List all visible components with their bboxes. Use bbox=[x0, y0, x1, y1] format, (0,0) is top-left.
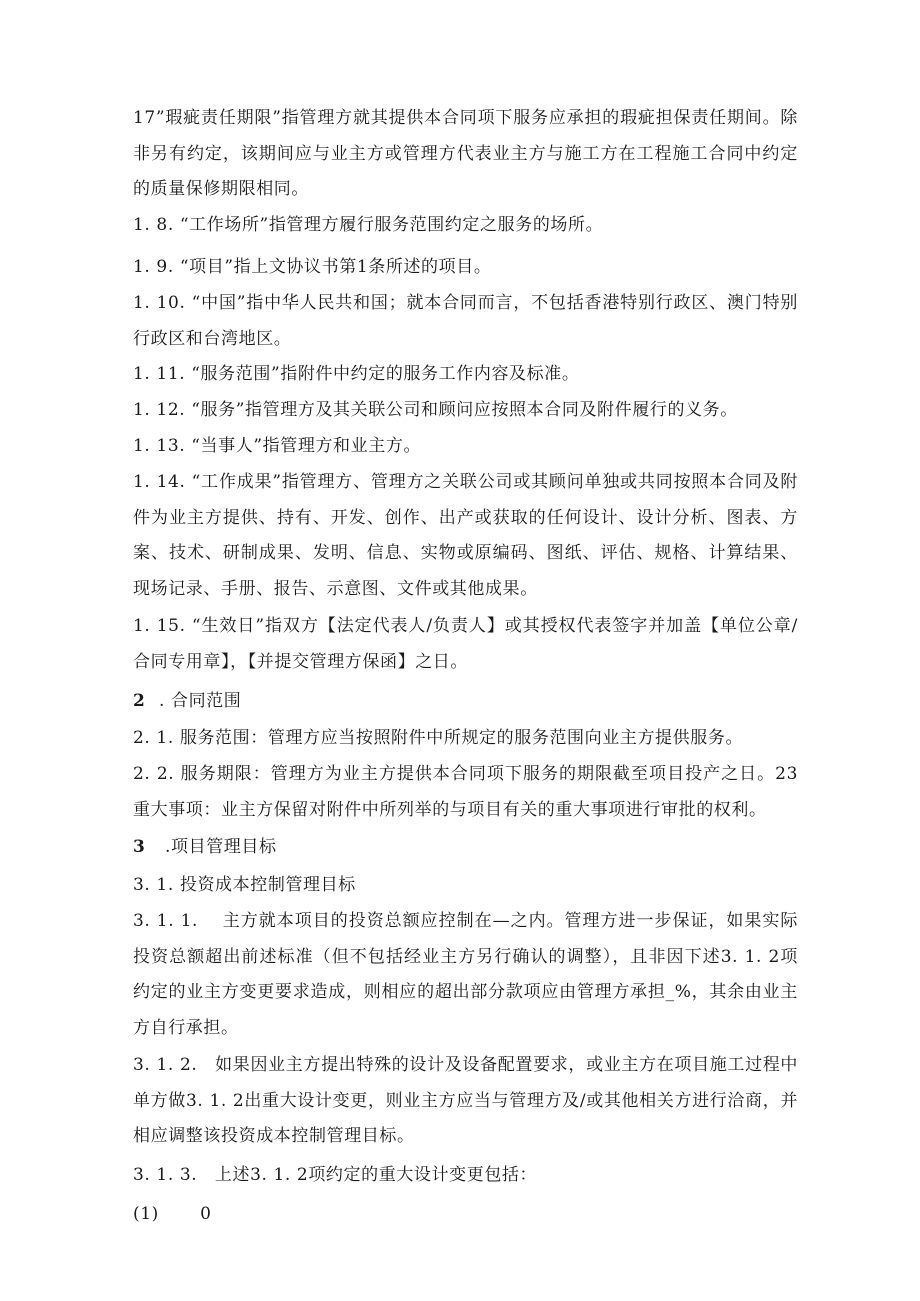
clause-1-11: 1. 11. “服务范围”指附件中约定的服务工作内容及标准。 bbox=[133, 364, 580, 384]
clause-1-13: 1. 13. “当事人”指管理方和业主方。 bbox=[133, 436, 422, 456]
section-title: . 合同范围 bbox=[159, 691, 242, 711]
section-number: 2 bbox=[133, 691, 146, 711]
clause-1-10: 1. 10. “中国”指中华人民共和国；就本合同而言，不包括香港特别行政区、澳门特别行政区和台湾地区。 bbox=[133, 293, 798, 349]
clause-1-14: 1. 14. “工作成果”指管理方、管理方之关联公司或其顾问单独或共同按照本合同及附件为业主方提供、持有、开发、创作、出产或获取的任何设计、设计分析、图表、方案、技术、研制成果、发明、信息、实物或原编码、图纸、评估、规格、计算结果、现场记录、手册、报告、示意图、文件或其他成果。 bbox=[133, 472, 798, 599]
clause-2-2: 2. 2. 服务期限：管理方为业主方提供本合同项下服务的期限截至项目投产之日。23重大事项：业主方保留对附件中所列举的与项目有关的重大事项进行审批的权利。 bbox=[133, 764, 798, 820]
clause-1-7: 17”瑕疵责任期限”指管理方就其提供本合同项下服务应承担的瑕疵担保责任期间。除非另有约定，该期间应与业主方或管理方代表业主方与施工方在工程施工合同中约定的质量保修期限相同。 bbox=[133, 108, 798, 199]
clause-3-1-2: 3. 1. 2. 如果因业主方提出特殊的设计及设备配置要求，或业主方在项目施工过程中单方做3. 1. 2出重大设计变更，则业主方应当与管理方及/或其他相关方进行洽商，并相应调整该投资成本控制管理目标。 bbox=[133, 1055, 798, 1146]
section-title: .项目管理目标 bbox=[159, 837, 277, 857]
clause-3-1-3: 3. 1. 3. 上述3. 1. 2项约定的重大设计变更包括： bbox=[133, 1165, 538, 1185]
clause-1-8: 1. 8. “工作场所”指管理方履行服务范围约定之服务的场所。 bbox=[133, 215, 604, 235]
clause-1-15: 1. 15. “生效日”指双方【法定代表人/负责人】或其授权代表签字并加盖【单位公章/合同专用章】，【并提交管理方保函】之日。 bbox=[133, 616, 798, 672]
clause-3-1-1: 3. 1. 1. 主方就本项目的投资总额应控制在—之内。管理方进一步保证，如果实际投资总额超出前述标准（但不包括经业主方另行确认的调整），且非因下述3. 1. 2项约定的业主方变更要求造成，则相应的超出部分款项应由管理方承担_%，其余由业主方自行承担。 bbox=[133, 911, 798, 1038]
section-number: 3 bbox=[133, 837, 146, 857]
clause-1-9: 1. 9. “项目”指上文协议书第1条所述的项目。 bbox=[133, 257, 492, 277]
section-heading-3 bbox=[133, 830, 277, 866]
clause-1-12: 1. 12. “服务”指管理方及其关联公司和顾问应按照本合同及附件履行的义务。 bbox=[133, 400, 738, 420]
clause-2-1: 2. 1. 服务范围：管理方应当按照附件中所规定的服务范围向业主方提供服务。 bbox=[133, 728, 744, 748]
section-heading-2 bbox=[133, 684, 241, 720]
list-item-1: (1) 0 bbox=[133, 1204, 212, 1224]
clause-3-1: 3. 1. 投资成本控制管理目标 bbox=[133, 875, 356, 895]
